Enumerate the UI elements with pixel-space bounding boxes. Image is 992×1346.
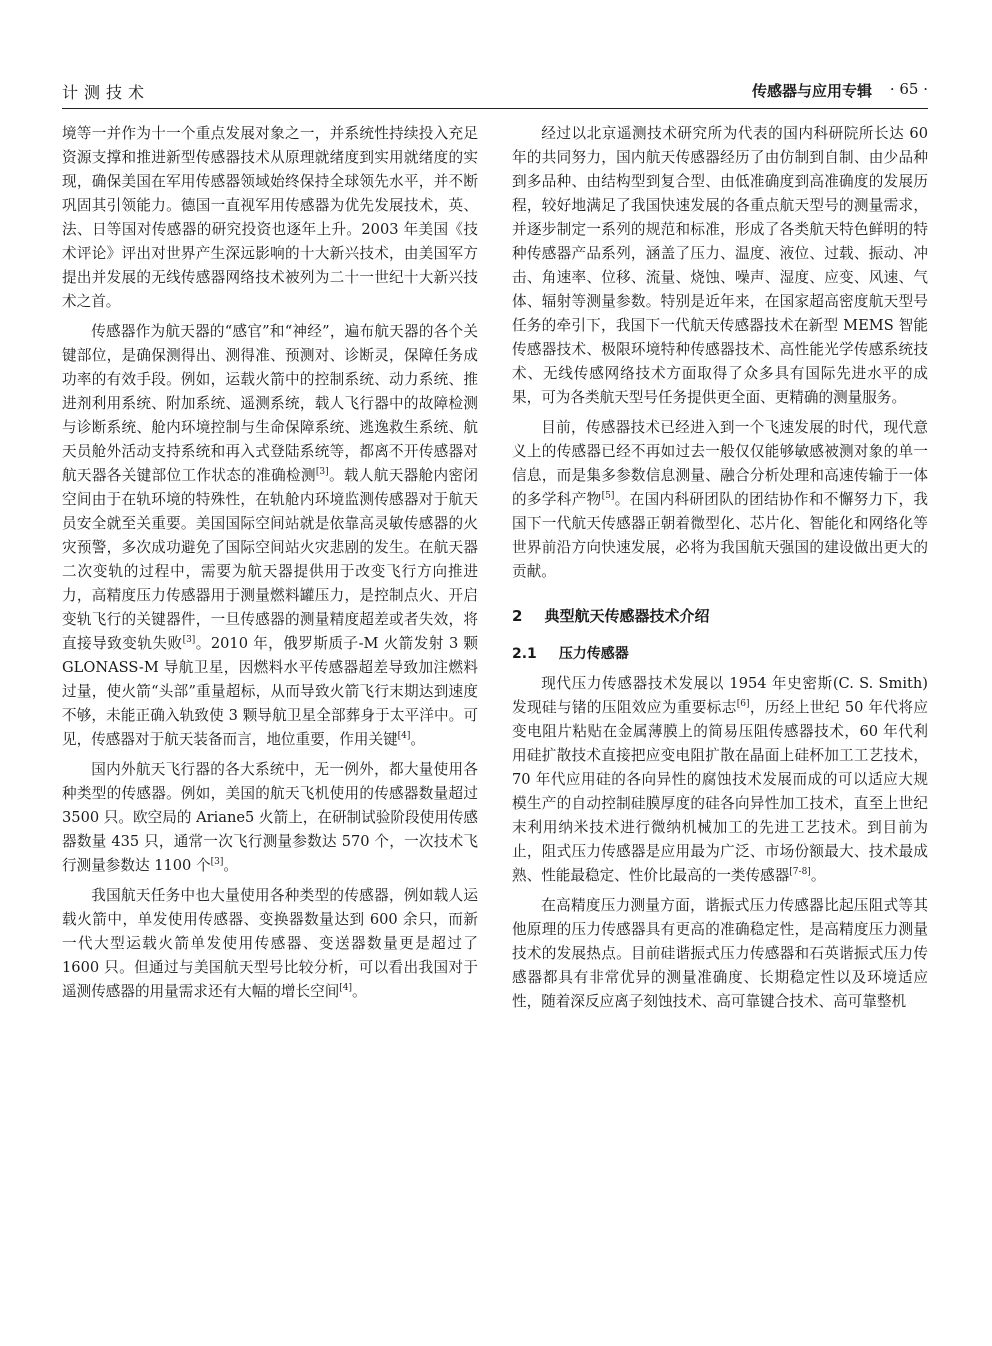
journal-name: 计测技术 (62, 83, 151, 102)
header-rule (62, 108, 928, 109)
section-title: 传感器与应用专辑 (752, 82, 873, 100)
citation[interactable]: [3] (182, 635, 196, 645)
citation[interactable]: [5] (601, 491, 615, 501)
right-column (512, 122, 928, 1020)
citation[interactable]: [4] (397, 731, 411, 741)
paragraph: 传感器作为航天器的“感官”和“神经”，遍布航天器的各个关键部位，是确保测得出、测得准、预测对、诊断灵，保障任务成功率的有效手段。例如，运载火箭中的控制系统、动力系统、推进剂利用系统、附加系统、遥测系统，载人飞行器中的故障检测与诊断系统、舱内环境控制与生命保障系统、逃逸救生系统、航天员舱外活动支持系统和再入式登陆系统等，都离不开传感器对航天器各关键部位工作状态的准确检测[3]。载人航天器舱内密闭空间由于在轨环境的特殊性，在轨舱内环境监测传感器对于航天员安全就至关重要。美国国际空间站就是依靠高灵敏传感器的火灾预警，多次成功避免了国际空间站火灾悲剧的发生。在航天器二次变轨的过程中，需要为航天器提供用于改变飞行方向推进力，高精度压力传感器用于测量燃料罐压力，是控制点火、开启变轨飞行的关键器件，一旦传感器的测量精度超差或者失效，将直接导致变轨失败[3]。2010 年，俄罗斯质子-M 火箭发射 3 颗 GLONASS-M 导航卫星，因燃料水平传感器超差导致加注燃料过量，使火箭“头部”重量超标，从而导致火箭飞行末期达到速度不够，未能正确入轨致使 3 颗导航卫星全部葬身于太平洋中。可见，传感器对于航天装备而言，地位重要，作用关键[4]。 (62, 323, 478, 748)
paragraph: 经过以北京遥测技术研究所为代表的国内科研院所长达 60 年的共同努力，国内航天传感器经历了由仿制到自制、由少品种到多品种、由结构型到复合型、由低准确度到高准确度的发展历程，较好地满足了我国快速发展的各重点航天型号的测量需求，并逐步制定一系列的规范和标准，形成了各类航天特色鲜明的特种传感器产品系列，涵盖了压力、温度、液位、过载、振动、冲击、角速率、位移、流量、烧蚀、噪声、湿度、应变、风速、气体、辐射等测量参数。特别是近年来，在国家超高密度航天型号任务的牵引下，我国下一代航天传感器技术在新型 MEMS 智能传感器技术、极限环境特种传感器技术、高性能光学传感系统技术、无线传感网络技术方面取得了众多具有国际先进水平的成果，可为各类航天型号任务提供更全面、更精确的测量服务。 (512, 125, 928, 406)
subsection-heading: 2.1 压力传感器 (512, 646, 629, 662)
citation[interactable]: [6] (736, 699, 750, 709)
citation[interactable]: [3] (315, 467, 329, 477)
paragraph: 目前，传感器技术已经进入到一个飞速发展的时代，现代意义上的传感器已经不再如过去一般仅仅能够敏感被测对象的单一信息，而是集多参数信息测量、融合分析处理和高速传输于一体的多学科产物[5]。在国内科研团队的团结协作和不懈努力下，我国下一代航天传感器正朝着微型化、芯片化、智能化和网络化等世界前沿方向快速发展，必将为我国航天强国的建设做出更大的贡献。 (512, 419, 928, 580)
paragraph: 在高精度压力测量方面，谐振式压力传感器比起压阻式等其他原理的压力传感器具有更高的准确稳定性，是高精度压力测量技术的发展热点。目前硅谐振式压力传感器和石英谐振式压力传感器都具有非常优异的测量准确度、长期稳定性以及环境适应性，随着深反应离子刻蚀技术、高可靠键合技术、高可靠整机 (512, 897, 928, 1010)
left-column (62, 122, 478, 1010)
citation[interactable]: [3] (210, 857, 224, 867)
paragraph: 国内外航天飞行器的各大系统中，无一例外，都大量使用各种类型的传感器。例如，美国的航天飞机使用的传感器数量超过 3500 只。欧空局的 Ariane5 火箭上，在研制试验阶段使用传感器数量 435 只，通常一次飞行测量参数达 570 个，一次技术飞行测量参数达 1100 个[3]。 (62, 761, 478, 874)
citation[interactable]: [4] (339, 983, 353, 993)
paragraph: 境等一并作为十一个重点发展对象之一，并系统性持续投入充足资源支撑和推进新型传感器技术从原理就绪度到实用就绪度的实现，确保美国在军用传感器领域始终保持全球领先水平，并不断巩固其引领能力。德国一直视军用传感器为优先发展技术，英、法、日等国对传感器的研究投资也逐年上升。2003 年美国《技术评论》评出对世界产生深远影响的十大新兴技术，由美国军方提出并发展的无线传感器网络技术被列为二十一世纪十大新兴技术之首。 (62, 125, 478, 310)
paragraph: 我国航天任务中也大量使用各种类型的传感器，例如载人运载火箭中，单发使用传感器、变换器数量达到 600 余只，而新一代大型运载火箭单发使用传感器、变送器数量更是超过了 1600 只。但通过与美国航天型号比较分析，可以看出我国对于遥测传感器的用量需求还有大幅的增长空间[4]。 (62, 887, 478, 1000)
citation[interactable]: [7-8] (789, 867, 811, 877)
running-header (62, 76, 928, 106)
page-number: · 65 · (889, 80, 928, 98)
section-heading: 2 典型航天传感器技术介绍 (512, 607, 710, 625)
paragraph: 现代压力传感器技术发展以 1954 年史密斯(C. S. Smith) 发现硅与锗的压阻效应为重要标志[6]，历经上世纪 50 年代将应变电阻片粘贴在金属薄膜上的简易压阻传感器技术，60 年代利用硅扩散技术直接把应变电阻扩散在晶面上硅杯加工工艺技术，70 年代应用硅的各向异性的腐蚀技术发展而成的可以适应大规模生产的自动控制硅膜厚度的硅各向异性加工技术，直至上世纪末利用纳米技术进行微纳机械加工的先进工艺技术。到目前为止，阻式压力传感器是应用最为广泛、市场份额最大、技术最成熟、性能最稳定、性价比最高的一类传感器[7-8]。 (512, 675, 928, 884)
